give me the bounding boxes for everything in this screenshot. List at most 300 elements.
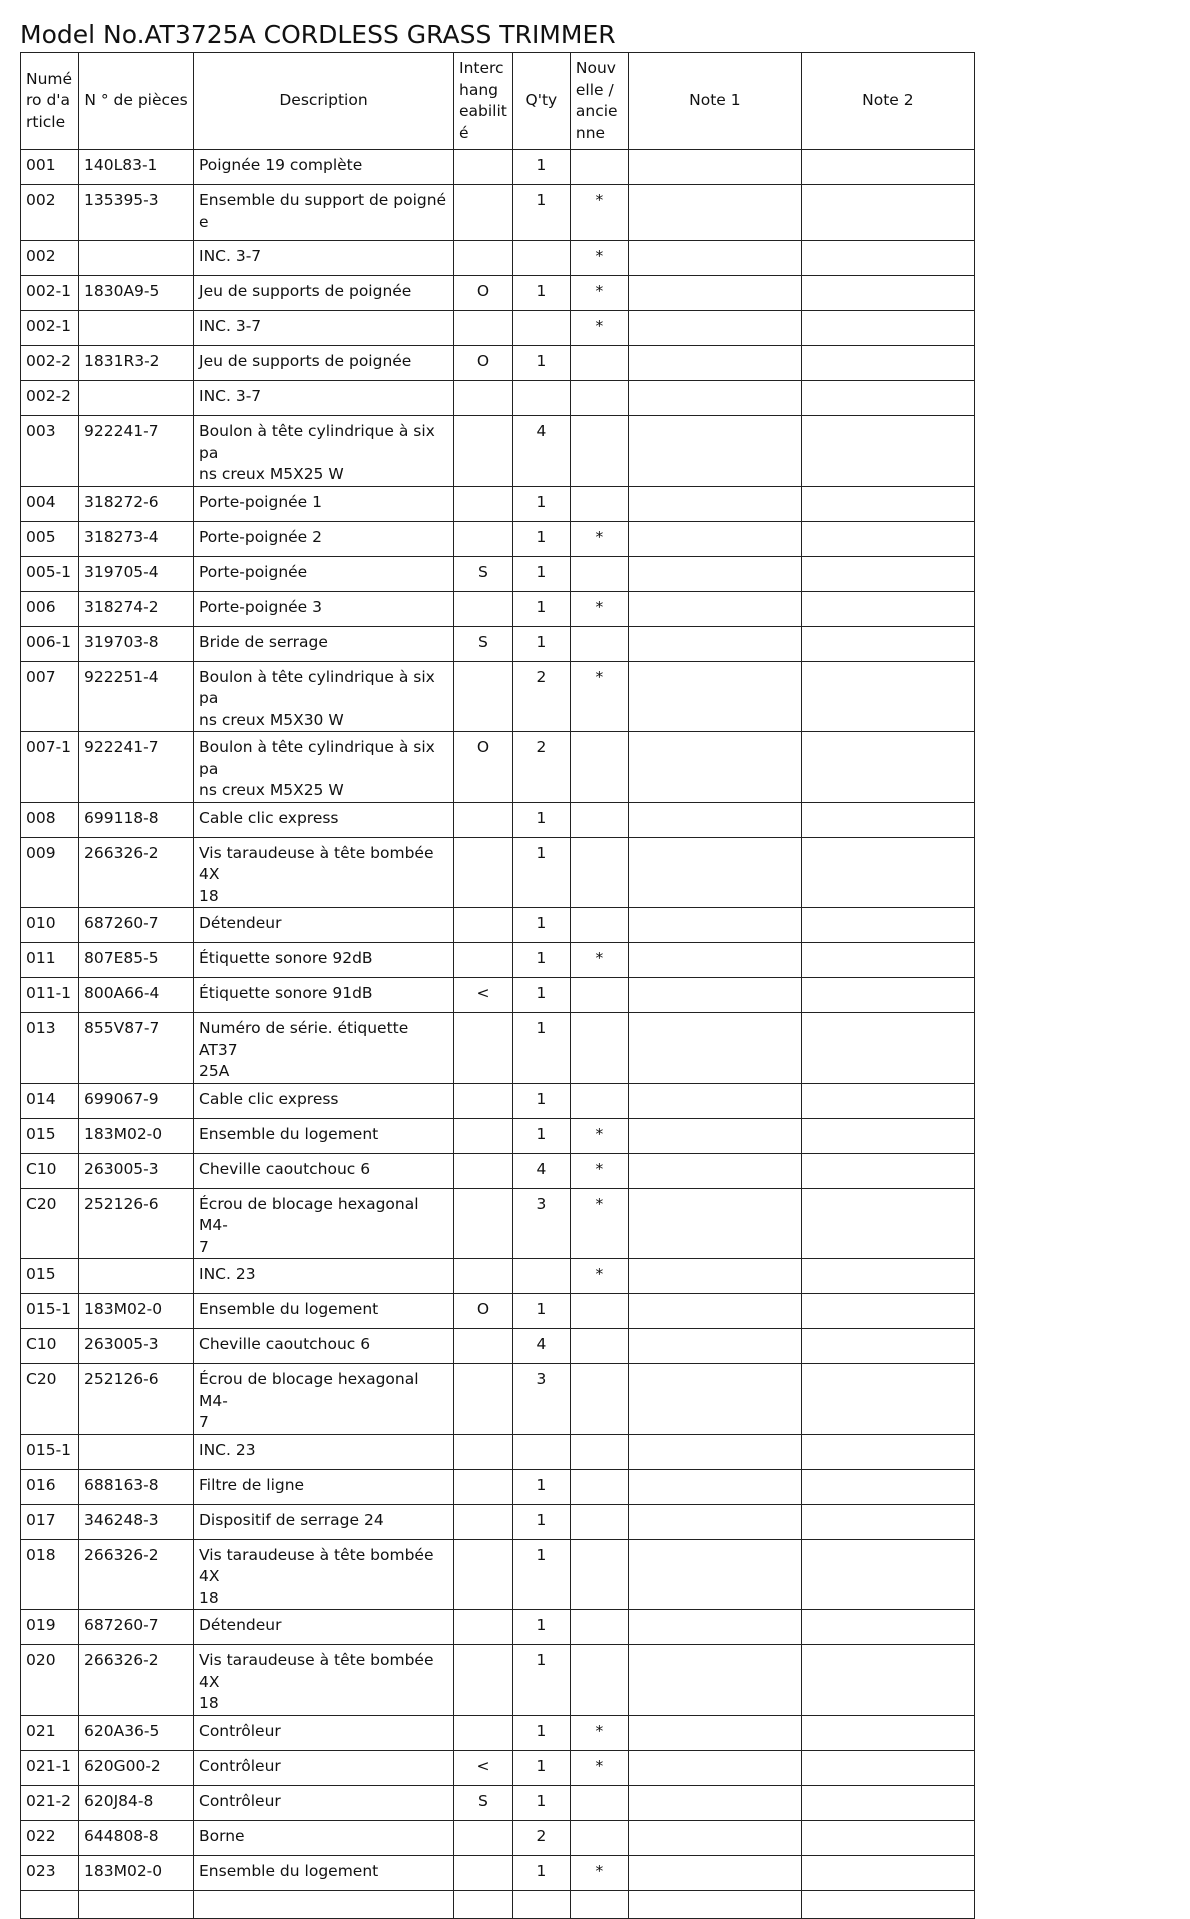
- cell-part-no: 319703-8: [79, 626, 194, 661]
- cell-note1: [628, 591, 801, 626]
- cell-part-no: 1830A9-5: [79, 276, 194, 311]
- cell-note1: [628, 486, 801, 521]
- cell-interchangeability: [454, 416, 513, 487]
- cell-part-no: 687260-7: [79, 1610, 194, 1645]
- cell-description: Étiquette sonore 92dB: [194, 943, 454, 978]
- cell-interchangeability: [454, 486, 513, 521]
- cell-part-no: 252126-6: [79, 1188, 194, 1259]
- cell-qty: 1: [512, 486, 570, 521]
- cell-part-no: 620J84-8: [79, 1785, 194, 1820]
- cell-item-no: 001: [21, 150, 79, 185]
- cell-new-old: [570, 416, 628, 487]
- table-row: [21, 150, 975, 185]
- cell-note1: [628, 241, 801, 276]
- cell-qty: 2: [512, 661, 570, 732]
- table-row: [21, 1013, 975, 1084]
- cell-part-no: 140L83-1: [79, 150, 194, 185]
- cell-interchangeability: [454, 1188, 513, 1259]
- cell-note2: [801, 346, 974, 381]
- table-row: [21, 1750, 975, 1785]
- cell-part-no: 346248-3: [79, 1504, 194, 1539]
- cell-new-old: [570, 1083, 628, 1118]
- cell-qty: 3: [512, 1188, 570, 1259]
- cell-item-no: 009: [21, 837, 79, 908]
- cell-qty: 1: [512, 1539, 570, 1610]
- cell-note2: [801, 1118, 974, 1153]
- cell-note1: [628, 1364, 801, 1435]
- cell-note2: [801, 276, 974, 311]
- cell-note1: [628, 626, 801, 661]
- cell-description: Filtre de ligne: [194, 1469, 454, 1504]
- cell-qty: 1: [512, 908, 570, 943]
- parts-table: [20, 52, 975, 1919]
- cell-interchangeability: O: [454, 1294, 513, 1329]
- table-row: [21, 1820, 975, 1855]
- cell-note1: [628, 556, 801, 591]
- cell-new-old: [570, 837, 628, 908]
- cell-part-no: 266326-2: [79, 837, 194, 908]
- cell-item-no: 015-1: [21, 1434, 79, 1469]
- cell-part-no: 183M02-0: [79, 1294, 194, 1329]
- cell-description: Boulon à tête cylindrique à six pa ns creux M5X25 W: [194, 732, 454, 803]
- cell-part-no: 699067-9: [79, 1083, 194, 1118]
- cell-qty: 1: [512, 802, 570, 837]
- cell-item-no: 007: [21, 661, 79, 732]
- cell-description: Contrôleur: [194, 1715, 454, 1750]
- cell-interchangeability: <: [454, 978, 513, 1013]
- cell-note1: [628, 978, 801, 1013]
- cell-interchangeability: [454, 1118, 513, 1153]
- cell-interchangeability: [454, 1083, 513, 1118]
- cell-item-no: 016: [21, 1469, 79, 1504]
- cell-qty: 2: [512, 732, 570, 803]
- cell-new-old: [570, 556, 628, 591]
- table-row: [21, 556, 975, 591]
- cell-note2: [801, 837, 974, 908]
- cell-part-no: [79, 241, 194, 276]
- cell-description: INC. 23: [194, 1259, 454, 1294]
- cell-interchangeability: [454, 150, 513, 185]
- header-description: Description: [194, 53, 454, 150]
- table-row: [21, 1855, 975, 1890]
- cell-note2: [801, 1469, 974, 1504]
- cell-new-old: [570, 381, 628, 416]
- cell-part-no: 922241-7: [79, 416, 194, 487]
- cell-item-no: 002-2: [21, 381, 79, 416]
- cell-new-old: [570, 486, 628, 521]
- cell-interchangeability: [454, 1855, 513, 1890]
- cell-part-no: 855V87-7: [79, 1013, 194, 1084]
- cell-item-no: 015-1: [21, 1294, 79, 1329]
- cell-interchangeability: [454, 802, 513, 837]
- cell-note2: [801, 1610, 974, 1645]
- cell-note2: [801, 661, 974, 732]
- cell-interchangeability: [454, 1820, 513, 1855]
- cell-description: Vis taraudeuse à tête bombée 4X 18: [194, 1645, 454, 1716]
- cell-qty: 1: [512, 346, 570, 381]
- cell-new-old: [570, 802, 628, 837]
- table-row: [21, 837, 975, 908]
- cell-note2: [801, 978, 974, 1013]
- header-note2: Note 2: [801, 53, 974, 150]
- cell-item-no: 007-1: [21, 732, 79, 803]
- cell-interchangeability: [454, 1539, 513, 1610]
- empty-cell: [194, 1890, 454, 1918]
- cell-part-no: 1831R3-2: [79, 346, 194, 381]
- cell-qty: 3: [512, 1364, 570, 1435]
- cell-interchangeability: [454, 1645, 513, 1716]
- cell-item-no: 022: [21, 1820, 79, 1855]
- cell-description: Boulon à tête cylindrique à six pa ns creux M5X25 W: [194, 416, 454, 487]
- cell-item-no: 015: [21, 1118, 79, 1153]
- cell-note2: [801, 556, 974, 591]
- cell-note2: [801, 1188, 974, 1259]
- cell-part-no: 319705-4: [79, 556, 194, 591]
- cell-interchangeability: <: [454, 1750, 513, 1785]
- cell-note2: [801, 732, 974, 803]
- cell-qty: 1: [512, 1118, 570, 1153]
- table-row: [21, 1785, 975, 1820]
- table-row: [21, 732, 975, 803]
- cell-interchangeability: [454, 185, 513, 241]
- cell-item-no: 002-1: [21, 311, 79, 346]
- cell-note1: [628, 1083, 801, 1118]
- header-part-no: N ° de pièces: [79, 53, 194, 150]
- cell-new-old: [570, 978, 628, 1013]
- cell-note2: [801, 521, 974, 556]
- cell-new-old: *: [570, 521, 628, 556]
- cell-note1: [628, 416, 801, 487]
- cell-qty: 4: [512, 1153, 570, 1188]
- table-row: [21, 185, 975, 241]
- table-row: [21, 1645, 975, 1716]
- cell-new-old: *: [570, 1118, 628, 1153]
- cell-interchangeability: [454, 1013, 513, 1084]
- cell-part-no: 183M02-0: [79, 1855, 194, 1890]
- cell-interchangeability: [454, 661, 513, 732]
- cell-qty: 1: [512, 978, 570, 1013]
- cell-new-old: [570, 732, 628, 803]
- cell-description: Vis taraudeuse à tête bombée 4X 18: [194, 837, 454, 908]
- cell-description: Cheville caoutchouc 6: [194, 1153, 454, 1188]
- cell-new-old: [570, 1645, 628, 1716]
- cell-note1: [628, 150, 801, 185]
- cell-interchangeability: [454, 241, 513, 276]
- empty-cell: [628, 1890, 801, 1918]
- cell-note1: [628, 1715, 801, 1750]
- cell-note2: [801, 1153, 974, 1188]
- cell-new-old: *: [570, 1750, 628, 1785]
- cell-item-no: 006: [21, 591, 79, 626]
- cell-new-old: [570, 1329, 628, 1364]
- cell-note1: [628, 311, 801, 346]
- cell-new-old: *: [570, 276, 628, 311]
- table-row: [21, 661, 975, 732]
- cell-part-no: [79, 381, 194, 416]
- cell-new-old: [570, 908, 628, 943]
- cell-note1: [628, 276, 801, 311]
- cell-description: Jeu de supports de poignée: [194, 346, 454, 381]
- cell-note1: [628, 943, 801, 978]
- cell-item-no: C20: [21, 1188, 79, 1259]
- table-row: [21, 1259, 975, 1294]
- cell-note1: [628, 837, 801, 908]
- cell-qty: 1: [512, 626, 570, 661]
- cell-item-no: 010: [21, 908, 79, 943]
- cell-note2: [801, 1434, 974, 1469]
- cell-qty: 1: [512, 1645, 570, 1716]
- cell-interchangeability: O: [454, 346, 513, 381]
- cell-interchangeability: S: [454, 556, 513, 591]
- cell-qty: 1: [512, 150, 570, 185]
- cell-part-no: 644808-8: [79, 1820, 194, 1855]
- cell-qty: [512, 381, 570, 416]
- table-row: [21, 591, 975, 626]
- table-row: [21, 978, 975, 1013]
- cell-part-no: 699118-8: [79, 802, 194, 837]
- cell-new-old: [570, 1364, 628, 1435]
- cell-qty: 1: [512, 1504, 570, 1539]
- cell-qty: 4: [512, 1329, 570, 1364]
- cell-note2: [801, 1013, 974, 1084]
- table-row: [21, 1504, 975, 1539]
- cell-item-no: 021-1: [21, 1750, 79, 1785]
- cell-new-old: *: [570, 591, 628, 626]
- cell-note1: [628, 1504, 801, 1539]
- cell-item-no: 002: [21, 241, 79, 276]
- cell-new-old: *: [570, 241, 628, 276]
- cell-note1: [628, 1855, 801, 1890]
- cell-qty: 1: [512, 276, 570, 311]
- table-row: [21, 1539, 975, 1610]
- cell-note1: [628, 1469, 801, 1504]
- cell-description: Bride de serrage: [194, 626, 454, 661]
- cell-qty: 1: [512, 1013, 570, 1084]
- cell-interchangeability: S: [454, 626, 513, 661]
- cell-part-no: [79, 311, 194, 346]
- cell-part-no: 807E85-5: [79, 943, 194, 978]
- cell-new-old: [570, 1820, 628, 1855]
- cell-interchangeability: [454, 837, 513, 908]
- table-row: [21, 908, 975, 943]
- cell-qty: 1: [512, 943, 570, 978]
- empty-cell: [801, 1890, 974, 1918]
- cell-description: Cable clic express: [194, 802, 454, 837]
- cell-new-old: *: [570, 1153, 628, 1188]
- cell-new-old: [570, 1785, 628, 1820]
- cell-interchangeability: [454, 311, 513, 346]
- table-row: [21, 1153, 975, 1188]
- cell-interchangeability: [454, 591, 513, 626]
- cell-note1: [628, 1645, 801, 1716]
- cell-item-no: 005: [21, 521, 79, 556]
- cell-new-old: *: [570, 311, 628, 346]
- header-qty: Q'ty: [512, 53, 570, 150]
- table-row: [21, 1188, 975, 1259]
- cell-note2: [801, 943, 974, 978]
- cell-part-no: 183M02-0: [79, 1118, 194, 1153]
- cell-description: Porte-poignée 3: [194, 591, 454, 626]
- cell-qty: 1: [512, 521, 570, 556]
- cell-note1: [628, 1539, 801, 1610]
- cell-note1: [628, 1153, 801, 1188]
- cell-item-no: 017: [21, 1504, 79, 1539]
- cell-part-no: 800A66-4: [79, 978, 194, 1013]
- cell-description: Porte-poignée 2: [194, 521, 454, 556]
- cell-new-old: *: [570, 943, 628, 978]
- table-row: [21, 381, 975, 416]
- cell-new-old: *: [570, 185, 628, 241]
- table-row-empty: [21, 1890, 975, 1918]
- cell-part-no: 620A36-5: [79, 1715, 194, 1750]
- table-row: [21, 1715, 975, 1750]
- cell-interchangeability: [454, 1504, 513, 1539]
- cell-note1: [628, 346, 801, 381]
- cell-note2: [801, 311, 974, 346]
- cell-interchangeability: [454, 1610, 513, 1645]
- header-note1: Note 1: [628, 53, 801, 150]
- empty-cell: [21, 1890, 79, 1918]
- cell-qty: 1: [512, 1785, 570, 1820]
- cell-part-no: 688163-8: [79, 1469, 194, 1504]
- cell-item-no: 014: [21, 1083, 79, 1118]
- cell-note1: [628, 1188, 801, 1259]
- cell-part-no: 135395-3: [79, 185, 194, 241]
- cell-qty: 1: [512, 591, 570, 626]
- cell-new-old: [570, 1294, 628, 1329]
- table-row: [21, 1294, 975, 1329]
- cell-item-no: 013: [21, 1013, 79, 1084]
- cell-part-no: 318274-2: [79, 591, 194, 626]
- cell-note1: [628, 661, 801, 732]
- cell-part-no: 922251-4: [79, 661, 194, 732]
- cell-note2: [801, 185, 974, 241]
- cell-interchangeability: O: [454, 732, 513, 803]
- cell-description: Contrôleur: [194, 1750, 454, 1785]
- cell-part-no: 263005-3: [79, 1153, 194, 1188]
- cell-interchangeability: [454, 1153, 513, 1188]
- cell-new-old: [570, 346, 628, 381]
- cell-qty: [512, 1434, 570, 1469]
- cell-note2: [801, 1364, 974, 1435]
- cell-item-no: 004: [21, 486, 79, 521]
- empty-cell: [454, 1890, 513, 1918]
- cell-part-no: [79, 1434, 194, 1469]
- cell-note2: [801, 1539, 974, 1610]
- cell-qty: [512, 241, 570, 276]
- cell-new-old: *: [570, 1855, 628, 1890]
- cell-part-no: 263005-3: [79, 1329, 194, 1364]
- cell-new-old: *: [570, 1188, 628, 1259]
- cell-item-no: 020: [21, 1645, 79, 1716]
- cell-new-old: [570, 626, 628, 661]
- cell-note2: [801, 381, 974, 416]
- cell-description: Ensemble du logement: [194, 1855, 454, 1890]
- cell-qty: 1: [512, 1855, 570, 1890]
- cell-item-no: 005-1: [21, 556, 79, 591]
- cell-item-no: 021: [21, 1715, 79, 1750]
- cell-description: Ensemble du support de poigné e: [194, 185, 454, 241]
- cell-description: Numéro de série. étiquette AT37 25A: [194, 1013, 454, 1084]
- cell-note2: [801, 150, 974, 185]
- table-row: [21, 311, 975, 346]
- cell-description: Cheville caoutchouc 6: [194, 1329, 454, 1364]
- cell-description: Borne: [194, 1820, 454, 1855]
- cell-description: Écrou de blocage hexagonal M4- 7: [194, 1364, 454, 1435]
- header-row: [21, 53, 975, 150]
- cell-item-no: 003: [21, 416, 79, 487]
- table-row: [21, 276, 975, 311]
- header-item-no: Numé ro d'a rticle: [21, 53, 79, 150]
- cell-interchangeability: [454, 1469, 513, 1504]
- cell-note2: [801, 1750, 974, 1785]
- cell-new-old: [570, 1610, 628, 1645]
- cell-note2: [801, 1645, 974, 1716]
- cell-item-no: C10: [21, 1153, 79, 1188]
- cell-item-no: 002: [21, 185, 79, 241]
- cell-qty: 4: [512, 416, 570, 487]
- cell-interchangeability: O: [454, 276, 513, 311]
- cell-note2: [801, 802, 974, 837]
- table-row: [21, 1329, 975, 1364]
- table-row: [21, 1434, 975, 1469]
- table-row: [21, 241, 975, 276]
- cell-description: Jeu de supports de poignée: [194, 276, 454, 311]
- cell-item-no: 021-2: [21, 1785, 79, 1820]
- cell-new-old: [570, 1013, 628, 1084]
- cell-description: Vis taraudeuse à tête bombée 4X 18: [194, 1539, 454, 1610]
- cell-interchangeability: S: [454, 1785, 513, 1820]
- cell-note1: [628, 1118, 801, 1153]
- cell-part-no: 922241-7: [79, 732, 194, 803]
- cell-note1: [628, 1750, 801, 1785]
- cell-description: INC. 3-7: [194, 241, 454, 276]
- header-new-old: Nouv elle / ancie nne: [570, 53, 628, 150]
- cell-part-no: 266326-2: [79, 1645, 194, 1716]
- cell-note2: [801, 1083, 974, 1118]
- cell-description: Détendeur: [194, 908, 454, 943]
- empty-cell: [570, 1890, 628, 1918]
- cell-note1: [628, 802, 801, 837]
- cell-description: Ensemble du logement: [194, 1294, 454, 1329]
- table-row: [21, 346, 975, 381]
- cell-note2: [801, 241, 974, 276]
- cell-note1: [628, 185, 801, 241]
- cell-new-old: *: [570, 661, 628, 732]
- table-row: [21, 521, 975, 556]
- cell-note2: [801, 416, 974, 487]
- cell-description: Porte-poignée 1: [194, 486, 454, 521]
- table-row: [21, 1118, 975, 1153]
- cell-item-no: 023: [21, 1855, 79, 1890]
- cell-item-no: 006-1: [21, 626, 79, 661]
- cell-item-no: 015: [21, 1259, 79, 1294]
- cell-qty: 1: [512, 556, 570, 591]
- cell-note1: [628, 521, 801, 556]
- cell-item-no: C10: [21, 1329, 79, 1364]
- cell-item-no: C20: [21, 1364, 79, 1435]
- cell-item-no: 018: [21, 1539, 79, 1610]
- table-row: [21, 1364, 975, 1435]
- cell-qty: 1: [512, 185, 570, 241]
- cell-note1: [628, 381, 801, 416]
- cell-note2: [801, 626, 974, 661]
- cell-note2: [801, 1715, 974, 1750]
- cell-qty: 1: [512, 837, 570, 908]
- cell-new-old: [570, 1469, 628, 1504]
- cell-qty: 1: [512, 1083, 570, 1118]
- cell-description: Contrôleur: [194, 1785, 454, 1820]
